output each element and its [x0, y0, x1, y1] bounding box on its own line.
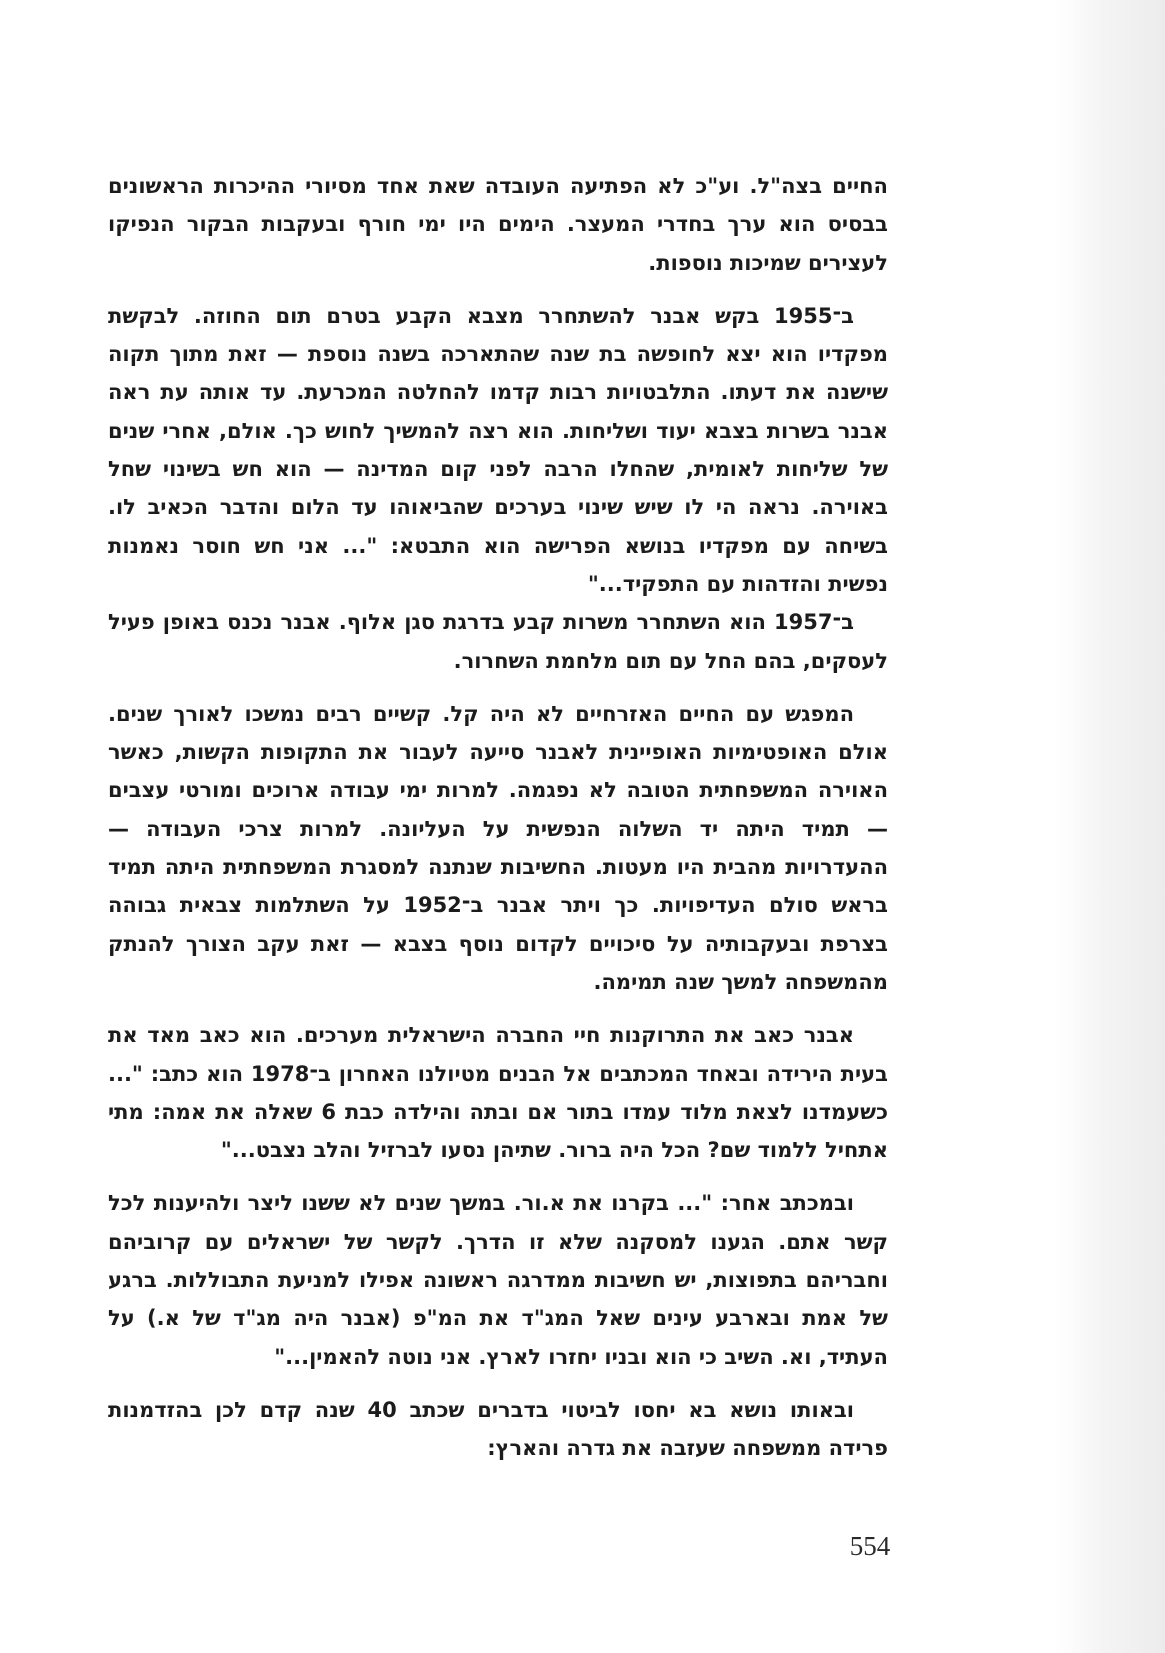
paragraph-1: החיים בצה"ל. וע"כ לא הפתיעה העובדה שאת אחד מסיורי ההיכרות הראשונים בבסיס הוא ערך בחדרי המעצר. הימים היו ימי חורף ובעקבות הבקור הנפיקו לעצירים שמיכות נוספות. — [108, 174, 888, 275]
paragraph-7: ובאותו נושא בא יחסו לביטוי בדברים שכתב 40 שנה קדם לכן בהזדמנות פרידה ממשפחה שעזבה את גדרה והארץ: — [108, 1397, 888, 1461]
page-number: 554 — [849, 1531, 891, 1561]
paragraph-5: אבנר כאב את התרוקנות חיי החברה הישראלית מערכים. הוא כאב מאד את בעית הירידה ובאחד המכתבים אל הבנים מטיולנו האחרון ב־1978 הוא כתב: "... כשעמדנו לצאת מלוד עמדו בתור אם ובתה והילדה כבת 6 שאלה את אמה: מתי אתחיל ללמוד שם? הכל היה ברור. שתיהן נסעו לברזיל והלב נצבט..." — [108, 1023, 888, 1163]
paragraph-4: המפגש עם החיים האזרחיים לא היה קל. קשיים רבים נמשכו לאורך שנים. אולם האופטימיות האופיינית לאבנר סייעה לעבור את התקופות הקשות, כאשר האוירה המשפחתית הטובה לא נפגמה. למרות ימי עבודה ארוכים ומורטי עצבים — תמיד היתה יד השלוה הנפשית על העליונה. למרות צרכי העבודה — ההעדרויות מהבית היו מעטות. החשיבות שנתנה למסגרת המשפחתית היתה תמיד בראש סולם העדיפויות. כך ויתר אבנר ב־1952 על השתלמות צבאית גבוהה בצרפת ובעקבותיה על סיכויים לקדום נוסף בצבא — זאת עקב הצורך להנתק מהמשפחה למשך שנה תמימה. — [108, 701, 888, 994]
body-text — [108, 167, 888, 1468]
page-edge-shadow — [1055, 0, 1165, 1653]
paragraph-6: ובמכתב אחר: "... בקרנו את א.ור. במשך שנים לא ששנו ליצר ולהיענות לכל קשר אתם. הגענו למסקנה שלא זו הדרך. לקשר של ישראלים עם קרוביהם וחבריהם בתפוצות, יש חשיבות ממדרגה ראשונה אפילו למניעת התבוללות. ברגע של אמת ובארבע עינים שאל המג"ד את המ"פ (אבנר היה מג"ד של א.) על העתיד, וא. השיב כי הוא ובניו יחזרו לארץ. אני נוטה להאמין..." — [108, 1191, 888, 1369]
paragraph-2: ב־1955 בקש אבנר להשתחרר מצבא הקבע בטרם תום החוזה. לבקשת מפקדיו הוא יצא לחופשה בת שנה שהתארכה בשנה נוספת — זאת מתוך תקוה שישנה את דעתו. התלבטויות רבות קדמו להחלטה המכרעת. עד אותה עת ראה אבנר בשרות בצבא יעוד ושליחות. הוא רצה להמשיך לחוש כך. אולם, אחרי שנים של שליחות לאומית, שהחלו הרבה לפני קום המדינה — הוא חש בשינוי שחל באוירה. נראה הי לו שיש שינוי בערכים שהביאוהו עד הלום והדבר הכאיב לו. בשיחה עם מפקדיו בנושא הפרישה הוא התבטא: "... אני חש חוסר נאמנות נפשית והזדהות עם התפקיד..." — [108, 303, 888, 596]
paragraph-3: ב־1957 הוא השתחרר משרות קבע בדרגת סגן אלוף. אבנר נכנס באופן פעיל לעסקים, בהם החל עם תום מלחמת השחרור. — [108, 610, 888, 673]
